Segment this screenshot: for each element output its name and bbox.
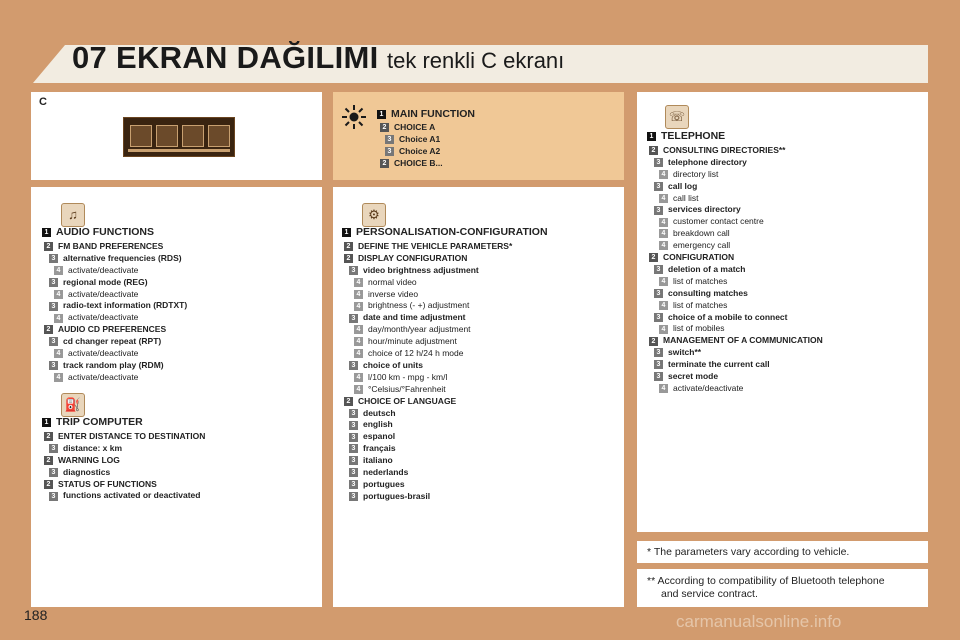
- level-3-badge: 3: [49, 278, 58, 287]
- monochrome-display: [123, 117, 235, 157]
- audio-menu-item-label: activate/deactivate: [68, 348, 139, 358]
- telephone-menu-item: [659, 240, 730, 252]
- personal-menu-item: [354, 348, 463, 360]
- telephone-menu-item-label: services directory: [668, 204, 741, 215]
- audio-menu-item: [49, 336, 161, 348]
- personal-menu-item-label: choice of 12 h/24 h mode: [368, 348, 464, 358]
- telephone-menu-item: [654, 312, 788, 324]
- telephone-menu-item: [659, 300, 727, 312]
- level-1-badge: 1: [42, 418, 51, 427]
- level-3-badge: 3: [49, 337, 58, 346]
- telephone-menu-item-label: directory list: [673, 168, 719, 179]
- screen-label: C: [39, 96, 47, 108]
- audio-menu-item-label: activate/deactivate: [68, 288, 139, 299]
- personal-menu-item: [349, 431, 395, 443]
- personal-menu-item: [354, 372, 447, 384]
- personal-menu-item-label: english: [363, 419, 393, 430]
- level-4-badge: 4: [659, 301, 668, 310]
- telephone-menu-item-label: consulting matches: [668, 287, 748, 298]
- trip-menu-item-label: WARNING LOG: [58, 454, 120, 465]
- audio-menu-item-label: radio-text information (RDTXT): [63, 300, 188, 311]
- audio-menu-item-label: activate/deactivate: [68, 264, 139, 275]
- level-3-badge: 3: [49, 254, 58, 263]
- trip-menu-item: [49, 490, 200, 502]
- personal-menu-item: [344, 253, 467, 265]
- level-2-badge: 2: [44, 456, 53, 465]
- level-4-badge: 4: [354, 325, 363, 334]
- level-4-badge: 4: [659, 194, 668, 203]
- level-4-badge: 4: [659, 170, 668, 179]
- personal-menu-item-label: portugues-brasil: [363, 490, 431, 501]
- level-3-badge: 3: [349, 433, 358, 442]
- level-4-badge: 4: [354, 373, 363, 382]
- telephone-menu-item-label: customer contact centre: [673, 216, 764, 227]
- level-2-badge: 2: [44, 242, 53, 251]
- personal-menu-item-label: l/100 km - mpg - km/l: [368, 371, 448, 382]
- telephone-menu-item-label: breakdown call: [673, 228, 730, 239]
- telephone-menu-item-label: secret mode: [668, 371, 719, 381]
- display-trip-icon: [156, 125, 178, 147]
- level-3-badge: 3: [654, 372, 663, 381]
- telephone-menu-item: [659, 193, 699, 205]
- personal-menu-item-label: espanol: [363, 431, 396, 442]
- display-phone-icon: [182, 125, 204, 147]
- telephone-menu-item-label: call list: [673, 192, 699, 203]
- telephone-menu-item: [647, 131, 725, 143]
- personal-menu-item-label: °Celsius/°Fahrenheit: [368, 383, 446, 394]
- personal-menu-item-label: deutsch: [363, 407, 396, 418]
- personal-menu-item-label: PERSONALISATION-CONFIGURATION: [356, 226, 548, 238]
- personal-menu-item: [354, 324, 471, 336]
- personal-menu-item: [349, 491, 430, 503]
- trip-menu-item: [44, 431, 205, 443]
- personal-menu-item-label: DISPLAY CONFIGURATION: [358, 252, 468, 263]
- telephone-menu-item: [654, 157, 747, 169]
- footnote-bluetooth-line2: and service contract.: [661, 588, 758, 600]
- telephone-menu-item: [649, 145, 785, 157]
- level-3-badge: 3: [385, 135, 394, 144]
- page-title-subtitle: tek renkli C ekranı: [386, 48, 565, 73]
- telephone-menu-item: [654, 347, 701, 359]
- level-3-badge: 3: [654, 289, 663, 298]
- personal-menu-item-label: nederlands: [363, 467, 409, 477]
- level-3-badge: 3: [49, 361, 58, 370]
- level-4-badge: 4: [54, 314, 63, 323]
- personal-menu-item-label: hour/minute adjustment: [368, 336, 457, 347]
- telephone-menu-item: [659, 216, 764, 228]
- telephone-menu-item: [654, 288, 748, 300]
- level-1-badge: 1: [342, 228, 351, 237]
- personal-menu-item-label: CHOICE OF LANGUAGE: [358, 395, 457, 406]
- trip-menu-item-label: ENTER DISTANCE TO DESTINATION: [58, 430, 206, 441]
- level-3-badge: 3: [349, 456, 358, 465]
- level-3-badge: 3: [349, 361, 358, 370]
- audio-menu-item: [54, 289, 138, 301]
- mobile-phone-icon: ☏: [665, 105, 689, 129]
- page-number: 188: [24, 607, 48, 623]
- sun-icon: [340, 103, 368, 131]
- telephone-menu-item-label: CONSULTING DIRECTORIES**: [663, 144, 786, 155]
- personal-menu-item-label: choice of units: [363, 359, 423, 370]
- telephone-menu-item-label: MANAGEMENT OF A COMMUNICATION: [663, 335, 823, 346]
- telephone-menu-item: [649, 252, 734, 264]
- trip-computer-icon: ⛽: [61, 393, 85, 417]
- telephone-menu-item-label: CONFIGURATION: [663, 252, 735, 262]
- audio-menu-item-label: track random play (RDM): [63, 359, 164, 370]
- personal-menu-item-label: brightness (- +) adjustment: [368, 300, 470, 311]
- level-4-badge: 4: [354, 337, 363, 346]
- level-2-badge: 2: [44, 325, 53, 334]
- level-3-badge: 3: [654, 182, 663, 191]
- level-2-badge: 2: [649, 146, 658, 155]
- audio-menu-item-label: AUDIO FUNCTIONS: [56, 226, 154, 238]
- level-1-badge: 1: [42, 228, 51, 237]
- telephone-menu-item: [659, 383, 743, 395]
- trip-menu-item-label: TRIP COMPUTER: [56, 416, 143, 428]
- trip-menu-item-label: diagnostics: [63, 466, 111, 477]
- audio-menu-item-label: cd changer repeat (RPT): [63, 336, 162, 347]
- audio-menu-item: [49, 360, 164, 372]
- level-3-badge: 3: [654, 313, 663, 322]
- trip-menu-item: [44, 455, 120, 467]
- personal-menu-item: [349, 408, 396, 420]
- audio-menu-item-label: FM BAND PREFERENCES: [58, 240, 164, 251]
- personal-menu-item: [349, 360, 423, 372]
- level-2-badge: 2: [344, 397, 353, 406]
- level-3-badge: 3: [49, 302, 58, 311]
- telephone-menu-item: [654, 359, 770, 371]
- level-3-badge: 3: [49, 444, 58, 453]
- personal-menu-item-label: video brightness adjustment: [363, 264, 479, 275]
- telephone-menu-item-label: emergency call: [673, 240, 731, 251]
- legend-choice-b: 2 CHOICE B...: [380, 158, 443, 170]
- trip-menu-item-label: distance: x km: [63, 442, 123, 453]
- personal-menu-item: [349, 265, 479, 277]
- telephone-menu-item: [659, 169, 718, 181]
- level-2-badge: 2: [380, 123, 389, 132]
- audio-menu-item: [49, 253, 182, 265]
- level-3-badge: 3: [349, 266, 358, 275]
- display-status-bar: [128, 149, 230, 152]
- audio-menu-item: [42, 227, 154, 239]
- display-audio-icon: [130, 125, 152, 147]
- personal-menu-item: [349, 312, 466, 324]
- personal-menu-item-label: DEFINE THE VEHICLE PARAMETERS*: [358, 240, 513, 251]
- level-3-badge: 3: [349, 492, 358, 501]
- level-4-badge: 4: [54, 373, 63, 382]
- personal-menu-item-label: normal video: [368, 276, 417, 287]
- audio-menu-item: [54, 265, 138, 277]
- trip-menu-item-label: STATUS OF FUNCTIONS: [58, 478, 157, 489]
- legend-choice-a: 2 CHOICE A: [380, 122, 435, 134]
- level-3-badge: 3: [349, 314, 358, 323]
- personal-menu-item-label: day/month/year adjustment: [368, 324, 471, 335]
- trip-menu-item-label: functions activated or deactivated: [63, 490, 201, 501]
- footnote-parameters: * The parameters vary according to vehicle.: [647, 546, 850, 558]
- audio-menu-item: [54, 348, 138, 360]
- personal-menu-item: [349, 419, 393, 431]
- telephone-menu-item: [654, 181, 697, 193]
- telephone-menu-item-label: deletion of a match: [668, 263, 746, 274]
- level-3-badge: 3: [654, 348, 663, 357]
- level-2-badge: 2: [649, 337, 658, 346]
- telephone-menu-item-label: list of matches: [673, 299, 728, 310]
- footnote-bluetooth-line1: ** According to compatibility of Bluetooth telephone: [647, 575, 885, 587]
- display-settings-icon: [208, 125, 230, 147]
- personal-menu-item: [344, 241, 512, 253]
- audio-menu-item-label: activate/deactivate: [68, 371, 139, 382]
- level-4-badge: 4: [354, 349, 363, 358]
- level-4-badge: 4: [54, 266, 63, 275]
- legend-choice-a2: 3 Choice A2: [385, 146, 440, 158]
- level-1-badge: 1: [647, 132, 656, 141]
- trip-menu-item: [49, 443, 122, 455]
- audio-menu-item: [54, 372, 138, 384]
- telephone-menu-item: [659, 276, 727, 288]
- telephone-menu-item: [659, 323, 725, 335]
- audio-menu-item: [54, 312, 138, 324]
- trip-menu-item: [44, 479, 157, 491]
- level-4-badge: 4: [354, 290, 363, 299]
- personal-menu-item-label: italiano: [363, 455, 393, 466]
- telephone-menu-item-label: list of matches: [673, 275, 728, 286]
- personal-menu-item: [354, 277, 417, 289]
- telephone-menu-item: [654, 264, 745, 276]
- page-title: [72, 40, 564, 76]
- level-3-badge: 3: [49, 468, 58, 477]
- level-3-badge: 3: [49, 492, 58, 501]
- level-3-badge: 3: [385, 147, 394, 156]
- audio-menu-item-label: regional mode (REG): [63, 276, 148, 287]
- level-2-badge: 2: [44, 480, 53, 489]
- personal-menu-item-label: inverse video: [368, 288, 419, 299]
- personal-menu-item: [349, 467, 408, 479]
- trip-menu-item: [42, 417, 143, 429]
- page-title-main: 07 EKRAN DAĞILIMI: [72, 40, 379, 75]
- legend-main-function: 1 MAIN FUNCTION: [377, 109, 475, 121]
- telephone-menu-item-label: choice of a mobile to connect: [668, 311, 788, 322]
- level-3-badge: 3: [349, 409, 358, 418]
- personal-menu-item: [349, 479, 405, 491]
- telephone-menu-item: [654, 371, 718, 383]
- trip-menu-item: [49, 467, 110, 479]
- level-1-badge: 1: [377, 110, 386, 119]
- level-3-badge: 3: [654, 265, 663, 274]
- telephone-menu-item-label: activate/deactivate: [673, 382, 744, 393]
- level-4-badge: 4: [659, 229, 668, 238]
- audio-menu-item: [44, 241, 163, 253]
- level-2-badge: 2: [380, 159, 389, 168]
- legend-panel: [333, 92, 624, 180]
- telephone-menu-item-label: switch**: [668, 347, 702, 358]
- level-4-badge: 4: [659, 241, 668, 250]
- level-4-badge: 4: [54, 349, 63, 358]
- telephone-menu-item-label: terminate the current call: [668, 359, 770, 370]
- watermark: carmanualsonline.info: [676, 612, 842, 631]
- level-3-badge: 3: [349, 444, 358, 453]
- level-4-badge: 4: [659, 384, 668, 393]
- level-3-badge: 3: [349, 480, 358, 489]
- personal-menu-item: [349, 455, 393, 467]
- level-2-badge: 2: [344, 242, 353, 251]
- level-3-badge: 3: [654, 206, 663, 215]
- level-3-badge: 3: [654, 360, 663, 369]
- audio-icon: ♫: [61, 203, 85, 227]
- telephone-menu-item: [659, 228, 730, 240]
- level-3-badge: 3: [349, 468, 358, 477]
- personal-menu-item: [354, 289, 418, 301]
- personal-menu-item: [344, 396, 456, 408]
- settings-icon: ⚙: [362, 203, 386, 227]
- personal-menu-item-label: portugues: [363, 478, 405, 489]
- telephone-menu-item-label: list of mobiles: [673, 323, 725, 334]
- level-4-badge: 4: [659, 218, 668, 227]
- level-2-badge: 2: [44, 432, 53, 441]
- audio-menu-item-label: alternative frequencies (RDS): [63, 252, 182, 263]
- level-2-badge: 2: [649, 253, 658, 262]
- audio-menu-item: [49, 300, 187, 312]
- personal-menu-item-label: français: [363, 443, 396, 454]
- level-2-badge: 2: [344, 254, 353, 263]
- level-4-badge: 4: [354, 385, 363, 394]
- audio-menu-item-label: activate/deactivate: [68, 312, 139, 323]
- audio-menu-item: [49, 277, 148, 289]
- level-4-badge: 4: [659, 277, 668, 286]
- telephone-menu-item-label: TELEPHONE: [661, 130, 726, 142]
- level-3-badge: 3: [654, 158, 663, 167]
- legend-choice-a1: 3 Choice A1: [385, 134, 440, 146]
- audio-menu-item-label: AUDIO CD PREFERENCES: [58, 324, 167, 335]
- level-4-badge: 4: [54, 290, 63, 299]
- telephone-menu-item-label: telephone directory: [668, 156, 747, 167]
- personal-menu-item: [354, 300, 469, 312]
- level-4-badge: 4: [354, 302, 363, 311]
- telephone-menu-item: [654, 204, 741, 216]
- personal-menu-item-label: date and time adjustment: [363, 312, 466, 323]
- personal-menu-item: [342, 227, 548, 239]
- personal-menu-item: [349, 443, 396, 455]
- audio-menu-item: [44, 324, 166, 336]
- level-3-badge: 3: [349, 421, 358, 430]
- level-4-badge: 4: [354, 278, 363, 287]
- personal-menu-item: [354, 336, 457, 348]
- telephone-menu-item-label: call log: [668, 180, 698, 191]
- personal-menu-item: [354, 384, 446, 396]
- level-4-badge: 4: [659, 325, 668, 334]
- telephone-menu-item: [649, 335, 823, 347]
